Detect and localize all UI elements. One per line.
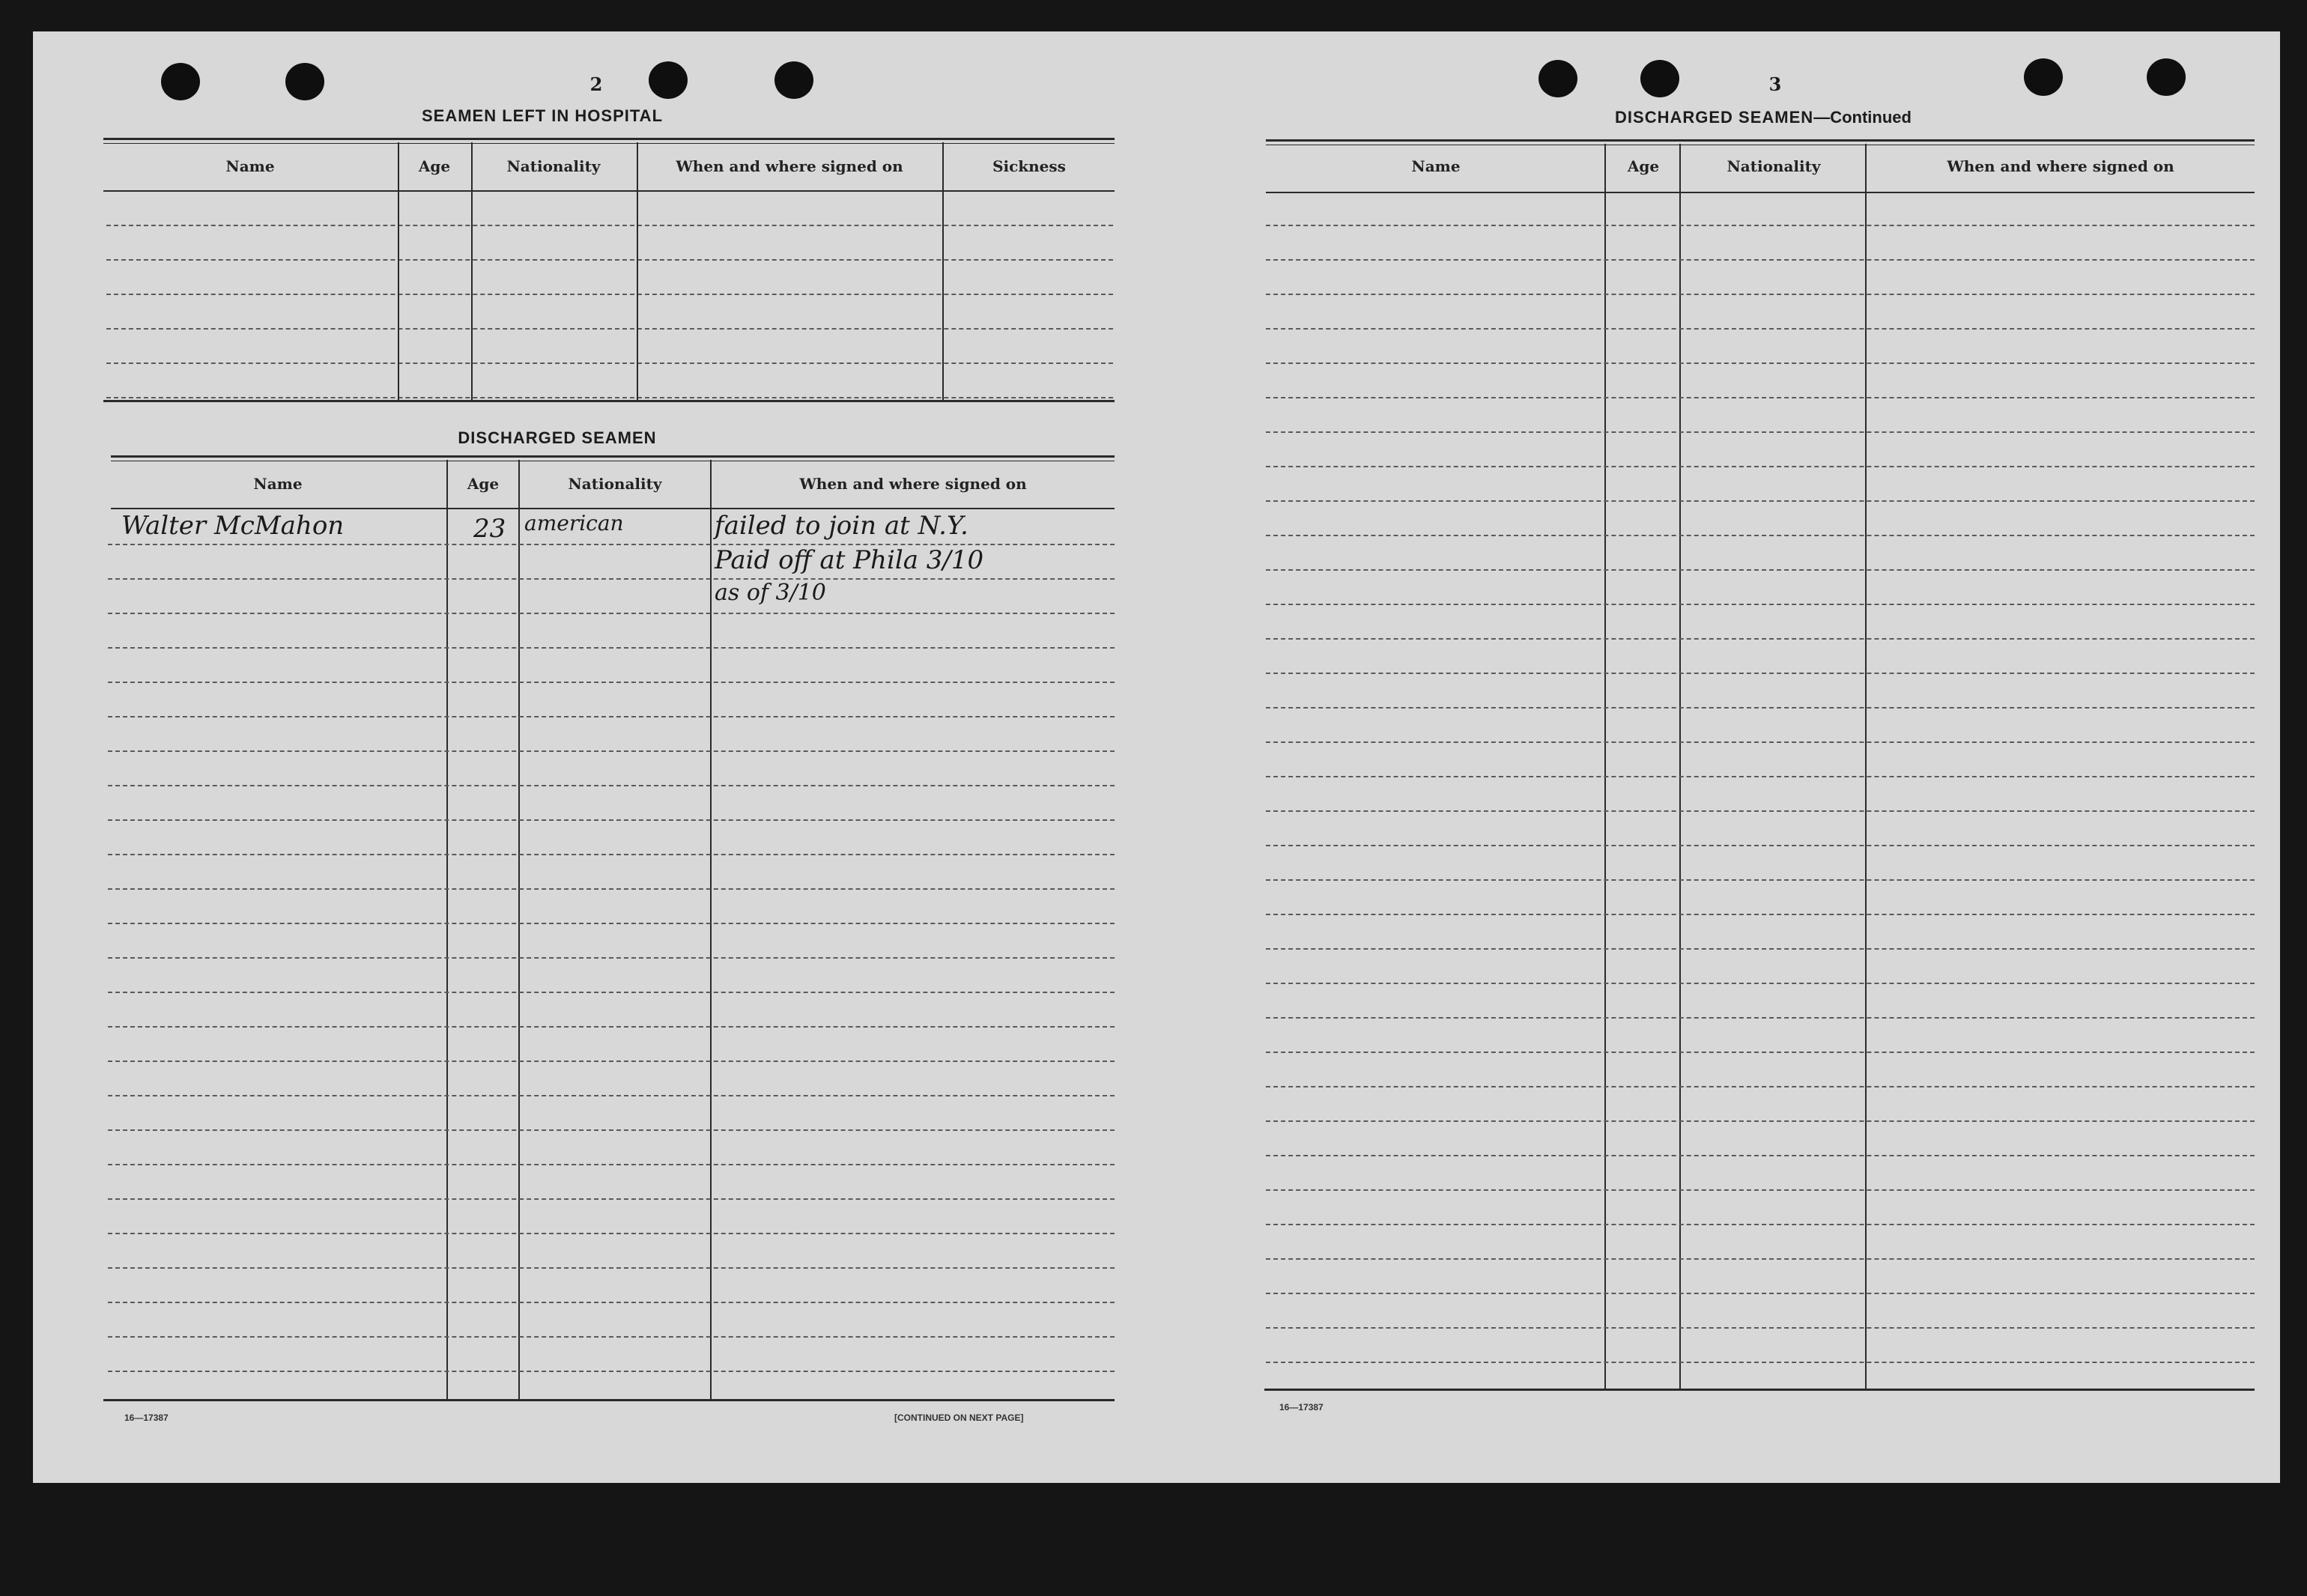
table-row bbox=[108, 1164, 1115, 1165]
col-header-name: Name bbox=[1411, 157, 1461, 175]
column-divider bbox=[518, 460, 520, 1401]
discharged-section-title: DISCHARGED SEAMEN bbox=[458, 428, 657, 447]
table-row bbox=[1266, 535, 2255, 536]
table-row bbox=[1266, 1224, 2255, 1225]
table-row bbox=[1266, 741, 2255, 743]
table-row bbox=[1266, 225, 2255, 226]
page-number: 3 bbox=[1768, 73, 1782, 95]
table-row bbox=[1266, 707, 2255, 709]
table-row bbox=[1266, 673, 2255, 674]
table-row bbox=[1266, 1086, 2255, 1087]
column-divider bbox=[1679, 144, 1681, 1390]
table-row bbox=[108, 750, 1115, 752]
col-header-name: Name bbox=[225, 157, 275, 175]
table-row bbox=[108, 647, 1115, 649]
table-row bbox=[1266, 259, 2255, 261]
col-header-signed-on: When and where signed on bbox=[676, 157, 903, 175]
table-row bbox=[108, 819, 1115, 821]
table-row bbox=[1266, 1327, 2255, 1329]
punch-hole bbox=[2024, 58, 2063, 96]
col-header-nationality: Nationality bbox=[1727, 157, 1821, 175]
table-row bbox=[106, 328, 1113, 330]
column-divider bbox=[637, 142, 638, 400]
table-row bbox=[1266, 604, 2255, 605]
col-header-sickness: Sickness bbox=[992, 157, 1066, 175]
column-divider bbox=[446, 460, 448, 1401]
header-rule bbox=[111, 508, 1115, 509]
punch-hole bbox=[2147, 58, 2186, 96]
table-row bbox=[108, 957, 1115, 959]
continued-note: [CONTINUED ON NEXT PAGE] bbox=[894, 1413, 1024, 1423]
table-row bbox=[108, 1302, 1115, 1303]
table-row bbox=[108, 1095, 1115, 1096]
handwritten-signed-on-line2: Paid off at Phila 3/10 bbox=[715, 545, 984, 575]
column-divider bbox=[1604, 144, 1606, 1390]
form-number: 16—17387 bbox=[1279, 1402, 1324, 1413]
table-row bbox=[106, 294, 1113, 295]
table-row bbox=[108, 613, 1115, 614]
punch-hole bbox=[1640, 60, 1679, 97]
table-bottom-rule bbox=[1264, 1389, 2255, 1391]
table-row bbox=[1266, 879, 2255, 881]
col-header-age: Age bbox=[1627, 157, 1660, 175]
table-row bbox=[108, 682, 1115, 683]
table-row bbox=[1266, 1155, 2255, 1156]
table-row bbox=[108, 923, 1115, 924]
table-row bbox=[106, 397, 1113, 398]
handwritten-age: 23 bbox=[473, 514, 506, 544]
table-row bbox=[106, 259, 1113, 261]
right-page bbox=[1171, 31, 2280, 1483]
table-row bbox=[108, 1371, 1115, 1372]
title-continued: —Continued bbox=[1813, 108, 1912, 127]
table-row bbox=[1266, 1293, 2255, 1294]
column-divider bbox=[398, 142, 399, 400]
col-header-signed-on: When and where signed on bbox=[1947, 157, 2174, 175]
punch-hole bbox=[774, 61, 813, 99]
col-header-age: Age bbox=[418, 157, 451, 175]
table-row bbox=[1266, 983, 2255, 984]
table-row bbox=[1266, 1258, 2255, 1260]
column-divider bbox=[471, 142, 473, 400]
table-row bbox=[1266, 1017, 2255, 1019]
table-row bbox=[108, 1233, 1115, 1234]
col-header-name: Name bbox=[253, 475, 303, 493]
table-row bbox=[1266, 1362, 2255, 1363]
col-header-age: Age bbox=[467, 475, 500, 493]
table-row bbox=[108, 716, 1115, 717]
table-row bbox=[1266, 362, 2255, 364]
table-bottom-rule bbox=[103, 400, 1115, 402]
title-main: DISCHARGED SEAMEN bbox=[1615, 108, 1814, 127]
table-top-rule bbox=[1266, 139, 2255, 145]
table-row bbox=[106, 225, 1113, 226]
table-row bbox=[1266, 500, 2255, 502]
punch-hole bbox=[161, 63, 200, 100]
table-row bbox=[108, 992, 1115, 993]
header-rule bbox=[1266, 192, 2255, 193]
table-row bbox=[108, 785, 1115, 786]
document-sheet bbox=[33, 31, 2280, 1483]
punch-hole bbox=[285, 63, 324, 100]
col-header-nationality: Nationality bbox=[568, 475, 662, 493]
table-row bbox=[108, 1336, 1115, 1338]
left-page bbox=[33, 31, 1171, 1483]
table-row bbox=[1266, 948, 2255, 950]
table-row bbox=[1266, 431, 2255, 433]
table-row bbox=[108, 1129, 1115, 1131]
table-row bbox=[108, 1198, 1115, 1200]
table-row bbox=[1266, 466, 2255, 467]
table-row bbox=[1266, 845, 2255, 846]
column-divider bbox=[942, 142, 944, 400]
table-top-rule bbox=[111, 455, 1115, 461]
header-rule bbox=[103, 190, 1115, 192]
table-row bbox=[108, 888, 1115, 890]
column-divider bbox=[1865, 144, 1867, 1390]
table-row bbox=[1266, 1120, 2255, 1122]
handwritten-signed-on-line1: failed to join at N.Y. bbox=[715, 511, 968, 541]
table-row bbox=[108, 1061, 1115, 1062]
hospital-section-title: SEAMEN LEFT IN HOSPITAL bbox=[421, 106, 664, 125]
table-row bbox=[1266, 638, 2255, 640]
table-top-rule bbox=[103, 138, 1115, 144]
table-row bbox=[108, 1267, 1115, 1269]
table-row bbox=[1266, 776, 2255, 777]
table-row bbox=[1266, 810, 2255, 812]
col-header-nationality: Nationality bbox=[506, 157, 601, 175]
handwritten-name: Walter McMahon bbox=[121, 511, 345, 541]
handwritten-nationality: american bbox=[524, 511, 624, 535]
table-row bbox=[1266, 328, 2255, 330]
table-row bbox=[1266, 1189, 2255, 1191]
handwritten-signed-on-line3: as of 3/10 bbox=[715, 580, 826, 606]
table-row bbox=[1266, 294, 2255, 295]
form-number: 16—17387 bbox=[124, 1413, 169, 1423]
table-row bbox=[106, 362, 1113, 364]
table-bottom-rule bbox=[103, 1399, 1115, 1401]
table-row bbox=[1266, 569, 2255, 571]
punch-hole bbox=[1538, 60, 1577, 97]
table-row bbox=[108, 578, 1115, 580]
table-row bbox=[108, 854, 1115, 855]
discharged-continued-title bbox=[1576, 108, 1950, 127]
page-number: 2 bbox=[589, 73, 603, 95]
table-row bbox=[1266, 914, 2255, 915]
table-row bbox=[1266, 1052, 2255, 1053]
table-row bbox=[108, 1026, 1115, 1028]
punch-hole bbox=[649, 61, 688, 99]
col-header-signed-on: When and where signed on bbox=[799, 475, 1027, 493]
column-divider bbox=[710, 460, 712, 1401]
table-row bbox=[1266, 397, 2255, 398]
